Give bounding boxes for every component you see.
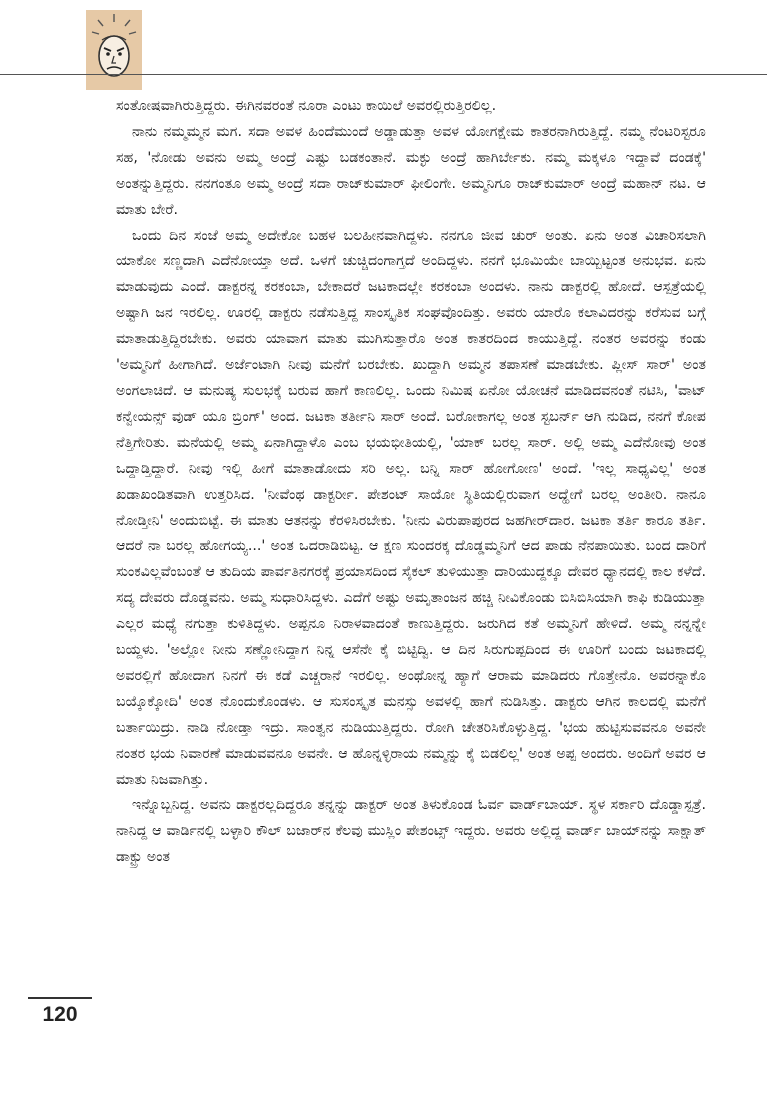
paragraph: ಒಂದು ದಿನ ಸಂಜೆ ಅಮ್ಮ ಅದೇಕೋ ಬಹಳ ಬಲಹೀನವಾಗಿದ್ದಳು. ನನಗೂ ಜೀವ ಚುರ್ ಅಂತು. ಏನು ಅಂತ ವಿಚಾರಿಸಲಾಗಿ ಯಾಕೋ ಸಣ್ಣದಾಗಿ ಎದೆನೋಯ್ತಾ ಅದೆ. ಒಳಗೆ ಚುಚ್ಚಿದಂಗಾಗ್ತದೆ ಅಂದಿದ್ದಳು. ನನಗೆ ಭೂಮಿಯೇ ಬಾಯ್ಬಿಟ್ಟಂತ ಅನುಭವ. ಏನು ಮಾಡುವುದು ಎಂದೆ. ಡಾಕ್ಟರನ್ನ ಕರಕಂಬಾ, ಬೇಕಾದರೆ ಜಟಕಾದಲ್ಲೇ ಕರಕಂಬಾ ಅಂದಳು. ನಾನು ಡಾಕ್ಟರಲ್ಲಿ ಹೋದೆ. ಆಸ್ಪತ್ರೆಯಲ್ಲಿ ಅಷ್ಟಾಗಿ ಜನ ಇರಲಿಲ್ಲ. ಊರಲ್ಲಿ ಡಾಕ್ಟರು ನಡೆಸುತ್ತಿದ್ದ ಸಾಂಸ್ಕೃತಿಕ ಸಂಘವೊಂದಿತ್ತು. ಅವರು ಯಾರೊ ಕಲಾವಿದರನ್ನು ಕರೆಸುವ ಬಗ್ಗೆ ಮಾತಾಡುತ್ತಿದ್ದಿರಬೇಕು. ಅವರು ಯಾವಾಗ ಮಾತು ಮುಗಿಸುತ್ತಾರೊ ಅಂತ ಕಾತರದಿಂದ ಕಾಯುತ್ತಿದ್ದೆ. ನಂತರ ಅವರನ್ನು ಕಂಡು 'ಅಮ್ಮನಿಗೆ ಹೀಗಾಗಿದೆ. ಅರ್ಜೆಂಟಾಗಿ ನೀವು ಮನೆಗೆ ಬರಬೇಕು. ಖುದ್ದಾಗಿ ಅಮ್ಮನ ತಪಾಸಣೆ ಮಾಡಬೇಕು. ಪ್ಲೀಸ್ ಸಾರ್' ಅಂತ ಅಂಗಲಾಚಿದೆ. ಆ ಮನುಷ್ಯ ಸುಲಭಕ್ಕೆ ಬರುವ ಹಾಗೆ ಕಾಣಲಿಲ್ಲ. ಒಂದು ನಿಮಿಷ ಏನೋ ಯೋಚನೆ ಮಾಡಿದವನಂತೆ ನಟಿಸಿ, 'ವಾಟ್ ಕನ್ವೇಯನ್ಸ್ ವುಡ್ ಯೂ ಬ್ರಿಂಗ್' ಅಂದ. ಜಟಕಾ ತರ್ತೀನಿ ಸಾರ್ ಅಂದೆ. ಬರೋಕಾಗಲ್ಲ ಅಂತ ಸ್ಟಬರ್ನ್ ಆಗಿ ನುಡಿದ, ನನಗೆ ಕೋಪ ನೆತ್ತಿಗೇರಿತು. ಮನೆಯಲ್ಲಿ ಅಮ್ಮ ಏನಾಗಿದ್ದಾಳೊ ಎಂಬ ಭಯಭೀತಿಯಲ್ಲಿ, 'ಯಾಕ್ ಬರಲ್ಲ ಸಾರ್. ಅಲ್ಲಿ ಅಮ್ಮ ಎದೆನೋವು ಅಂತ ಒದ್ದಾಡ್ತಿದ್ದಾರೆ. ನೀವು ಇಲ್ಲಿ ಹೀಗೆ ಮಾತಾಡೋದು ಸರಿ ಅಲ್ಲ. ಬನ್ನಿ ಸಾರ್ ಹೋಗೋಣ' ಅಂದೆ. 'ಇಲ್ಲ ಸಾಧ್ಯವಿಲ್ಲ' ಅಂತ ಖಡಾಖಂಡಿತವಾಗಿ ಉತ್ತರಿಸಿದ. 'ನೀವೆಂಥ ಡಾಕ್ಟರ್ರೀ. ಪೇಶಂಟ್ ಸಾಯೋ ಸ್ಥಿತಿಯಲ್ಲಿರುವಾಗ ಅದ್ಹೇಗೆ ಬರಲ್ಲ ಅಂತೀರಿ. ನಾನೂ ನೋಡ್ತೀನಿ' ಅಂದುಬಿಟ್ಟೆ. ಈ ಮಾತು ಆತನನ್ನು ಕೆರಳಿಸಿರಬೇಕು. 'ನೀನು ವಿರುಪಾಪುರದ ಜಹಗೀರ್‌ದಾರ. ಜಟಕಾ ತರ್ತಿ ಕಾರೂ ತರ್ತಿ. ಆದರೆ ನಾ ಬರಲ್ಲ ಹೋಗಯ್ಯ...' ಅಂತ ಒದರಾಡಿಬಿಟ್ಟ. ಆ ಕ್ಷಣ ಸುಂದರಕ್ಕ ದೊಡ್ಡಮ್ಮನಿಗೆ ಆದ ಪಾಡು ನೆನಪಾಯಿತು. ಬಂದ ದಾರಿಗೆ ಸುಂಕವಿಲ್ಲವೆಂಬಂತೆ ಆ ತುದಿಯ ಪಾರ್ವತಿನಗರಕ್ಕೆ ಪ್ರಯಾಸದಿಂದ ಸೈಕಲ್ ತುಳಿಯುತ್ತಾ ದಾರಿಯುದ್ದಕ್ಕೂ ದೇವರ ಧ್ಯಾನದಲ್ಲಿ ಕಾಲ ಕಳೆದೆ. ಸದ್ಯ ದೇವರು ದೊಡ್ಡವನು. ಅಮ್ಮ ಸುಧಾರಿಸಿದ್ದಳು. ಎದೆಗೆ ಅಷ್ಟು ಅಮೃತಾಂಜನ ಹಚ್ಚಿ ನೀವಿಕೊಂಡು ಬಿಸಿಬಿಸಿಯಾಗಿ ಕಾಫಿ ಕುಡಿಯುತ್ತಾ ಎಲ್ಲರ ಮಧ್ಯೆ ನಗುತ್ತಾ ಕುಳಿತಿದ್ದಳು. ಅಪ್ಪನೂ ನಿರಾಳವಾದಂತೆ ಕಾಣುತ್ತಿದ್ದರು. ಜರುಗಿದ ಕತೆ ಅಮ್ಮನಿಗೆ ಹೇಳಿದೆ. ಅಮ್ಮ ನನ್ನನ್ನೇ ಬಯ್ದಳು. 'ಅಲ್ಲೋ ನೀನು ಸಣ್ಣೋನಿದ್ದಾಗ ನಿನ್ನ ಆಸೆನೇ ಕೈ ಬಿಟ್ಟಿದ್ವಿ. ಆ ದಿನ ಸಿರುಗುಪ್ಪದಿಂದ ಈ ಊರಿಗೆ ಬಂದು ಜಟಕಾದಲ್ಲಿ ಅವರಲ್ಲಿಗೆ ಹೋದಾಗ ನಿನಗೆ ಈ ಕಡೆ ಎಚ್ಚರಾನೆ ಇರಲಿಲ್ಲ. ಅಂಥೋನ್ನ ಹ್ಯಾಗೆ ಆರಾಮ ಮಾಡಿದರು ಗೊತ್ತೇನೊ. ಅವರನ್ನಾಕೊ ಬಯ್ಕೊಕ್ಕೋದಿ' ಅಂತ ನೊಂದುಕೊಂಡಳು. ಆ ಸುಸಂಸ್ಕೃತ ಮನಸ್ಸು ಅವಳಲ್ಲಿ ಹಾಗೆ ನುಡಿಸಿತ್ತು. ಡಾಕ್ಟರು ಆಗಿನ ಕಾಲದಲ್ಲಿ ಮನೆಗೆ ಬರ್ತಾಯಿದ್ರು. ನಾಡಿ ನೋಡ್ತಾ ಇದ್ರು. ಸಾಂತ್ವನ ನುಡಿಯುತ್ತಿದ್ದರು. ರೋಗಿ ಚೇತರಿಸಿಕೊಳ್ಳುತ್ತಿದ್ದ. 'ಭಯ ಹುಟ್ಟಿಸುವವನೂ ಅವನೇ ನಂತರ ಭಯ ನಿವಾರಣೆ ಮಾಡುವವನೂ ಅವನೇ. ಆ ಹೊನ್ನಳ್ಳಿರಾಯ ನಮ್ಮನ್ನು ಕೈ ಬಿಡಲಿಲ್ಲ' ಅಂತ ಅಪ್ಪ ಅಂದರು. ಅಂದಿಗೆ ಅವರ ಆ ಮಾತು ನಿಜವಾಗಿತ್ತು.: [116, 227, 706, 788]
header-emblem: [86, 10, 142, 90]
paragraph: ಇನ್ನೊಬ್ಬನಿದ್ದ. ಅವನು ಡಾಕ್ಟರಲ್ಲದಿದ್ದರೂ ತನ್ನನ್ನು ಡಾಕ್ಟರ್ ಅಂತ ತಿಳುಕೊಂಡ ಓರ್ವ ವಾರ್ಡ್‌ಬಾಯ್. ಸ್ಥಳ ಸರ್ಕಾರಿ ದೊಡ್ಡಾಸ್ಪತ್ರೆ. ನಾನಿದ್ದ ಆ ವಾರ್ಡಿನಲ್ಲಿ ಬಳ್ಳಾರಿ ಕೌಲ್ ಬಜಾರ್‌ನ ಕೆಲವು ಮುಸ್ಲಿಂ ಪೇಶಂಟ್ಸ್ ಇದ್ದರು. ಅವರು ಅಲ್ಲಿದ್ದ ವಾರ್ಡ್ ಬಾಯ್‌ನನ್ನು ಸಾಕ್ಷಾತ್ ಡಾಕ್ಟ್ರು ಅಂತ: [116, 797, 706, 866]
paragraph: ನಾನು ನಮ್ಮಮ್ಮನ ಮಗ. ಸದಾ ಅವಳ ಹಿಂದೆಮುಂದೆ ಅಡ್ಡಾಡುತ್ತಾ ಅವಳ ಯೋಗಕ್ಷೇಮ ಕಾತರನಾಗಿರುತ್ತಿದ್ದೆ. ನಮ್ಮ ನೆಂಟರಿಸ್ಟರೂ ಸಹ, 'ನೋಡು ಅವನು ಅಮ್ಮ ಅಂದ್ರೆ ಎಷ್ಟು ಬಡಕಂತಾನೆ. ಮಕ್ಳು ಅಂದ್ರೆ ಹಾಗಿರ್ಬೇಕು. ನಮ್ಮ ಮಕ್ಕಳೂ ಇದ್ದಾವೆ ದಂಡಕ್ಕೆ' ಅಂತನ್ನುತ್ತಿದ್ದರು. ನನಗಂತೂ ಅಮ್ಮ ಅಂದ್ರೆ ಸದಾ ರಾಜ್‌ಕುಮಾರ್ ಫೀಲಿಂಗೇ. ಅಮ್ಮನಿಗೂ ರಾಜ್‌ಕುಮಾರ್ ಅಂದ್ರೆ ಮಹಾನ್ ನಟ. ಆ ಮಾತು ಬೇರೆ.: [116, 123, 706, 218]
paragraph: ಸಂತೋಷವಾಗಿರುತ್ತಿದ್ದರು. ಈಗಿನವರಂತೆ ನೂರಾ ಎಂಟು ಕಾಯಿಲೆ ಅವರಲ್ಲಿರುತ್ತಿರಲಿಲ್ಲ.: [116, 98, 497, 114]
footer-rule: [28, 997, 92, 999]
body-text: [116, 94, 706, 871]
page-number: 120: [42, 1003, 78, 1026]
cartoon-face-icon: [86, 10, 142, 90]
header-rule: [0, 74, 767, 75]
